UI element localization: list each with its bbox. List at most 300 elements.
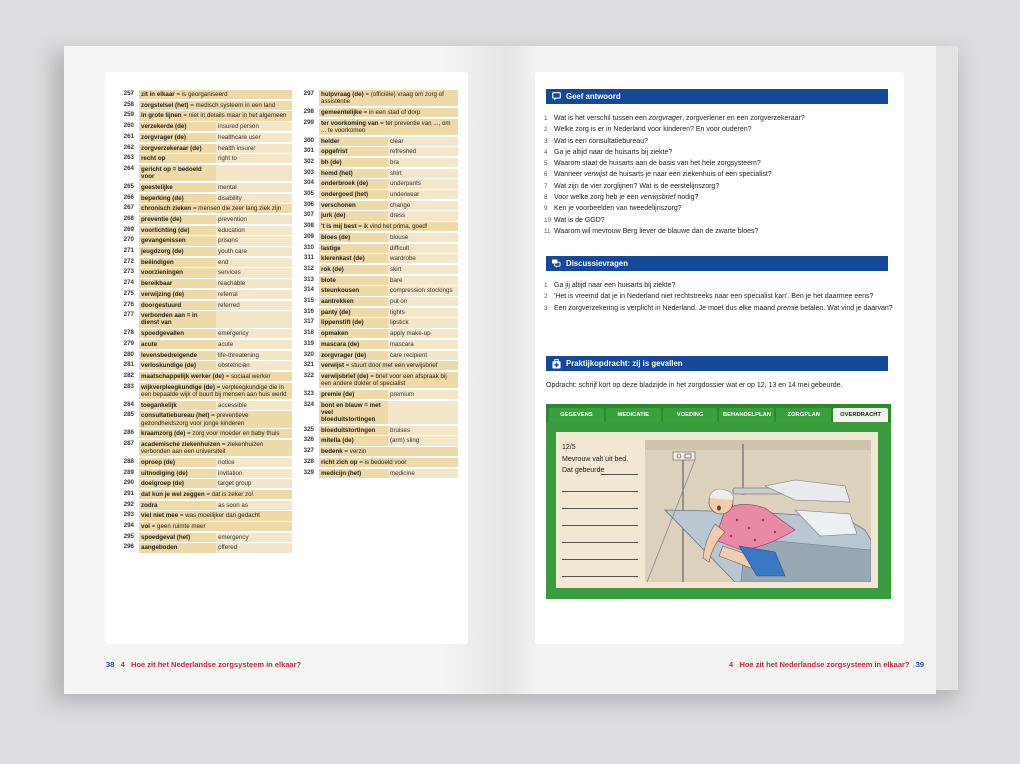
- vocab-entry: [139, 440, 292, 456]
- vocab-term: aangeboden: [139, 543, 216, 552]
- vocab-row: [112, 351, 292, 360]
- vocab-number: 292: [123, 500, 134, 508]
- vocab-number: 261: [123, 132, 134, 140]
- vocab-number: 273: [123, 268, 134, 276]
- dossier-tabs: [546, 404, 891, 422]
- vocab-number: 283: [123, 382, 134, 390]
- vocab-translation: dress: [388, 211, 458, 220]
- vocab-translation: as soon as: [216, 501, 292, 510]
- vocab-number: 310: [303, 243, 314, 251]
- question-text: Wat zijn de vier zorglijnen? Wat is de eerstelijnszorg?: [554, 182, 720, 190]
- vocab-term: verloskundige (de): [139, 361, 216, 370]
- question-text: Wat is het verschil tussen een zorgvrager, zorgverlener en een zorgverzekeraar?: [554, 115, 805, 122]
- vocab-definition: = was moeilijker dan gedacht: [179, 512, 260, 520]
- question-text: Voor welke zorg heb je een verwijsbrief nodig?: [554, 194, 699, 202]
- vocab-term: toegankelijk: [139, 401, 216, 410]
- vocab-entry: [319, 458, 458, 467]
- note-line-2-text: Dat gebeurde: [562, 467, 605, 474]
- vocab-term: jurk (de): [319, 211, 388, 220]
- vocab-definition: = geen ruimte meer: [151, 523, 206, 531]
- question-item: [544, 215, 894, 226]
- vocab-row: [112, 543, 292, 552]
- question-text: Waarom staat de huisarts aan de basis van het hele zorgsysteem?: [554, 160, 761, 168]
- vocab-entry: [319, 119, 458, 135]
- vocab-translation: insured person: [216, 122, 292, 131]
- vocab-number: 285: [123, 411, 134, 419]
- vocab-term: verschonen: [319, 201, 388, 210]
- question-number: 8: [544, 194, 548, 202]
- section-title: Praktijkopdracht: zij is gevallen: [566, 359, 683, 368]
- vocab-number: 302: [303, 157, 314, 165]
- vocab-number: 316: [303, 307, 314, 315]
- chapter-title-right: Hoe zit het Nederlandse zorgsysteem in elkaar?: [739, 660, 910, 669]
- vocab-number: 312: [303, 264, 314, 272]
- vocab-definition: = verpleegkundige die in een bepaalde wijk of buurt bij mensen aan huis werkt: [141, 383, 287, 398]
- vocab-row: [112, 204, 292, 213]
- chapter-number-left: 4: [120, 660, 125, 669]
- vocab-row: [292, 90, 458, 106]
- vocab-number: 277: [123, 311, 134, 319]
- vocab-term: zorgvrager (de): [319, 351, 388, 360]
- vocab-definition: = ik vind het prima, goed!: [358, 223, 428, 231]
- vocab-translation: difficult: [388, 244, 458, 253]
- chapter-title-left: Hoe zit het Nederlandse zorgsysteem in elkaar?: [131, 660, 302, 669]
- vocab-term: preventie (de): [139, 215, 216, 224]
- vocab-number: 294: [123, 522, 134, 530]
- tab-voeding[interactable]: VOEDING: [663, 408, 718, 422]
- vocab-number: 268: [123, 214, 134, 222]
- question-number: 3: [544, 137, 548, 145]
- vocab-number: 322: [303, 371, 314, 379]
- vocab-entry: [319, 108, 458, 117]
- vocab-term: jeugdzorg (de): [139, 247, 216, 256]
- vocab-entry: [139, 90, 292, 99]
- vocab-row: [292, 169, 458, 178]
- vocab-number: 270: [123, 236, 134, 244]
- vocab-row: [292, 426, 458, 435]
- vocab-number: 284: [123, 400, 134, 408]
- vocab-row: [112, 279, 292, 288]
- vocab-row: [292, 436, 458, 445]
- tab-zorgplan[interactable]: ZORGPLAN: [776, 408, 831, 422]
- vocab-term: steunkousen: [319, 286, 388, 295]
- tab-overdracht[interactable]: OVERDRACHT: [833, 408, 888, 422]
- vocab-term: zorgverzekeraar (de): [139, 144, 216, 153]
- vocab-term: helder: [319, 137, 388, 146]
- note-line-1: Mevrouw valt uit bed.: [562, 456, 629, 463]
- vocab-term: opgefrist: [319, 147, 388, 156]
- vocab-term: gemeentelijke: [321, 108, 362, 116]
- vocab-definition: = medisch systeem in een land: [190, 101, 276, 109]
- vocab-row: [112, 458, 292, 467]
- vocab-row: [112, 501, 292, 510]
- vocab-definition: = in een stad of dorp: [363, 108, 421, 116]
- vocab-row: [292, 340, 458, 349]
- vocab-number: 280: [123, 350, 134, 358]
- vocab-term: klerenkast (de): [319, 254, 388, 263]
- vocab-number: 293: [123, 511, 134, 519]
- vocab-definition: = preventieve gezondheidszorg voor jonge kinderen: [141, 412, 249, 427]
- vocab-translation: services: [216, 268, 292, 277]
- vocab-row: [112, 301, 292, 310]
- vocab-row: [112, 440, 292, 456]
- vocab-term: opmaken: [319, 329, 388, 338]
- questions-list-2: [544, 280, 894, 314]
- vocab-number: 328: [303, 457, 314, 465]
- vocab-number: 324: [303, 400, 314, 408]
- vocab-entry: [139, 372, 292, 381]
- vocab-term: beperking (de): [139, 194, 216, 203]
- vocab-term: gericht op = bedoeld voor: [139, 165, 216, 181]
- vocab-term: hemd (het): [319, 169, 388, 178]
- vocab-number: 327: [303, 447, 314, 455]
- vocab-row: [292, 158, 458, 167]
- section-title: Discussievragen: [566, 259, 628, 268]
- vocab-number: 297: [303, 90, 314, 97]
- writing-line[interactable]: [562, 559, 638, 560]
- vocab-number: 278: [123, 329, 134, 337]
- vocab-row: [292, 390, 458, 399]
- vocab-row: [292, 147, 458, 156]
- question-item: [544, 124, 894, 135]
- vocab-row: [112, 429, 292, 438]
- vocab-number: 323: [303, 389, 314, 397]
- vocab-row: [292, 297, 458, 306]
- vocab-row: [292, 211, 458, 220]
- vocab-translation: lipstick: [388, 318, 458, 327]
- question-text: Ga jij altijd naar een huisarts bij ziekte?: [554, 282, 676, 289]
- vocab-entry: [139, 101, 292, 110]
- vocab-translation: refreshed: [388, 147, 458, 156]
- vocab-row: [112, 311, 292, 327]
- footer-right: [729, 660, 924, 669]
- vocab-term: verwijst: [321, 362, 345, 370]
- vocab-number: 290: [123, 479, 134, 487]
- vocab-definition: = (officiële) vraag om zorg of assistentie: [321, 91, 444, 106]
- tab-medicatie[interactable]: MEDICATIE: [606, 408, 661, 422]
- writing-line[interactable]: [562, 542, 638, 543]
- tab-behandelplan[interactable]: BEHANDELPLAN: [719, 408, 774, 422]
- vocab-row: [112, 372, 292, 381]
- vocab-number: 326: [303, 436, 314, 444]
- vocab-number: 305: [303, 190, 314, 198]
- vocab-row: [112, 290, 292, 299]
- vocab-number: 282: [123, 371, 134, 379]
- vocab-row: [292, 286, 458, 295]
- vocab-translation: life-threatening: [216, 351, 292, 360]
- vocab-row: [112, 154, 292, 163]
- vocab-row: [112, 522, 292, 531]
- vocab-term: bereikbaar: [139, 279, 216, 288]
- vocab-translation: notice: [216, 458, 292, 467]
- vocab-entry: [319, 222, 458, 231]
- vocab-translation: prisons: [216, 236, 292, 245]
- writing-line[interactable]: [562, 491, 638, 492]
- vocab-row: [112, 258, 292, 267]
- vocab-number: 320: [303, 350, 314, 358]
- vocab-number: 296: [123, 543, 134, 551]
- vocab-translation: prevention: [216, 215, 292, 224]
- vocab-row: [112, 122, 292, 131]
- vocab-term: consultatiebureau (het): [141, 412, 210, 420]
- vocab-row: [112, 511, 292, 520]
- vocab-term: verwijzing (de): [139, 290, 216, 299]
- vocab-row: [112, 361, 292, 370]
- vocab-translation: bare: [388, 276, 458, 285]
- vocab-row: [112, 247, 292, 256]
- vocab-term: bloes (de): [319, 233, 388, 242]
- discussion-icon: [551, 259, 561, 268]
- vocab-entry: [139, 511, 292, 520]
- vocab-translation: [388, 401, 458, 425]
- vocab-number: 272: [123, 257, 134, 265]
- question-item: [544, 291, 894, 302]
- vocab-translation: accessible: [216, 401, 292, 410]
- vocab-translation: wardrobe: [388, 254, 458, 263]
- vocab-row: [292, 469, 458, 478]
- vocab-row: [292, 179, 458, 188]
- vocab-entry: [319, 372, 458, 388]
- vocab-number: 264: [123, 164, 134, 172]
- vocab-term: 't is mij best: [321, 223, 357, 231]
- writing-line[interactable]: [601, 474, 638, 475]
- vocab-row: [112, 226, 292, 235]
- vocab-number: 298: [303, 107, 314, 115]
- vocab-translation: [216, 165, 292, 181]
- vocab-number: 329: [303, 468, 314, 476]
- vocab-number: 274: [123, 279, 134, 287]
- question-item: [544, 226, 894, 237]
- vocab-translation: health insurer: [216, 144, 292, 153]
- vocab-term: verbonden aan = in dienst van: [139, 311, 216, 327]
- tab-gegevens[interactable]: GEGEVENS: [549, 408, 604, 422]
- vocab-number: 311: [304, 254, 314, 262]
- vocab-row: [292, 308, 458, 317]
- vocab-term: mitella (de): [319, 436, 388, 445]
- vocab-row: [292, 108, 458, 117]
- vocab-term: premie (de): [319, 390, 388, 399]
- question-number: 9: [544, 205, 548, 213]
- assignment-text: Opdracht: schrijf kort op deze bladzijde in het zorgdossier wat er op 12, 13 en 14 mei gebeurde.: [546, 382, 843, 389]
- vocab-term: gevangenissen: [139, 236, 216, 245]
- vocab-translation: youth care: [216, 247, 292, 256]
- vocab-translation: put on: [388, 297, 458, 306]
- vocab-entry: [139, 411, 292, 427]
- questions-list-1: [544, 113, 894, 237]
- vocab-definition: = ziekenhuizen verbonden aan een universiteit: [141, 440, 264, 456]
- vocab-entry: [319, 90, 458, 106]
- vocab-number: 275: [123, 289, 134, 297]
- vocab-translation: acute: [216, 340, 292, 349]
- vocab-row: [292, 222, 458, 231]
- vocab-term: mascara (de): [319, 340, 388, 349]
- vocab-term: wijkverpleegkundige (de): [141, 383, 215, 391]
- vocab-row: [292, 318, 458, 327]
- vocab-number: 263: [123, 154, 134, 162]
- vocab-term: medicijn (het): [319, 469, 388, 478]
- vocab-translation: shirt: [388, 169, 458, 178]
- vocab-number: 288: [123, 457, 134, 465]
- section-geef-antwoord: [546, 89, 888, 104]
- vocab-row: [112, 329, 292, 338]
- vocab-translation: compression stockings: [388, 286, 458, 295]
- vocab-translation: premium: [388, 390, 458, 399]
- section-title: Geef antwoord: [566, 92, 621, 101]
- vocab-definition: = niet in details maar in het algemeen: [183, 112, 287, 120]
- question-item: [544, 203, 894, 214]
- vocab-number: 325: [303, 425, 314, 433]
- vocab-number: 286: [123, 429, 134, 437]
- page-edges: [936, 46, 958, 690]
- vocab-number: 309: [303, 232, 314, 240]
- vocab-definition: = stuurt door met een verwijsbrief: [345, 362, 438, 370]
- vocab-number: 318: [303, 329, 314, 337]
- vocab-number: 301: [303, 147, 314, 155]
- vocab-row: [112, 194, 292, 203]
- vocab-row: [292, 351, 458, 360]
- vocab-number: 291: [123, 489, 134, 497]
- vocab-translation: bruises: [388, 426, 458, 435]
- writing-line[interactable]: [562, 576, 638, 577]
- vocab-translation: change: [388, 201, 458, 210]
- vocab-term: acute: [139, 340, 216, 349]
- vocab-entry: [319, 361, 458, 370]
- question-text: 'Het is vreemd dat je in Nederland niet rechtstreeks naar een specialist kan'. Ben je het daarmee eens?: [554, 293, 874, 301]
- vocab-translation: mental: [216, 183, 292, 192]
- vocab-term: voorlichting (de): [139, 226, 216, 235]
- vocab-term: geestelijke: [139, 183, 216, 192]
- question-item: [544, 158, 894, 169]
- vocab-definition: = sociaal werker: [225, 372, 271, 380]
- question-number: 1: [544, 115, 548, 122]
- vocab-translation: [216, 311, 292, 327]
- vocab-term: recht op: [139, 154, 216, 163]
- vocab-term: kraamzorg (de): [141, 430, 186, 438]
- first-aid-kit-icon: [551, 359, 561, 368]
- vocab-translation: bra: [388, 158, 458, 167]
- vocab-number: 313: [303, 275, 314, 283]
- vocab-row: [292, 137, 458, 146]
- vocab-translation: end: [216, 258, 292, 267]
- question-text: Wat is de GGD?: [554, 216, 605, 224]
- vocab-translation: apply make-up: [388, 329, 458, 338]
- vocab-translation: invitation: [216, 469, 292, 478]
- vocab-term: ter voorkoming van: [321, 119, 379, 127]
- page-number-right: 39: [915, 660, 925, 669]
- vocab-term: onderbroek (de): [319, 179, 388, 188]
- question-text: Waarom wil mevrouw Berg liever de blauwe dan de zwarte bloes?: [554, 227, 759, 235]
- vocab-row: [292, 233, 458, 242]
- vocab-number: 307: [303, 211, 314, 219]
- vocab-row: [112, 401, 292, 410]
- vocab-term: vol: [141, 523, 150, 531]
- vocab-number: 315: [303, 297, 314, 305]
- vocab-entry: [139, 490, 292, 499]
- question-item: [544, 192, 894, 203]
- footer-left: [106, 660, 301, 669]
- vocab-definition: = mensen die zeer lang ziek zijn: [192, 205, 282, 213]
- vocab-row: [112, 340, 292, 349]
- vocab-translation: underpants: [388, 179, 458, 188]
- vocab-definition: = verzin: [344, 448, 367, 456]
- vocab-row: [112, 268, 292, 277]
- vocab-term: dat kun je wel zeggen: [141, 490, 205, 498]
- vocab-term: hulpvraag (de): [321, 91, 364, 98]
- vocab-translation: skirt: [388, 265, 458, 274]
- vocab-row: [112, 183, 292, 192]
- vocab-number: 279: [123, 339, 134, 347]
- question-number: 4: [544, 148, 548, 156]
- vocab-row: [292, 372, 458, 388]
- question-item: [544, 147, 894, 158]
- vocab-definition: = zorg voor moeder en baby thuis: [187, 430, 280, 438]
- vocab-row: [292, 244, 458, 253]
- vocab-number: 299: [303, 118, 314, 126]
- vocab-translation: healthcare user: [216, 133, 292, 142]
- vocab-definition: = ter preventie van ..., om ... te voorkomen: [321, 119, 451, 134]
- vocab-translation: blouse: [388, 233, 458, 242]
- vocab-term: zorgvrager (de): [139, 133, 216, 142]
- speech-bubble-icon: [551, 92, 561, 101]
- note-line-2: [562, 467, 604, 474]
- vocabulary-column-2: [292, 90, 458, 479]
- vocab-row: [292, 119, 458, 135]
- vocab-entry: [139, 429, 292, 438]
- vocab-row: [292, 190, 458, 199]
- vocab-entry: [139, 111, 292, 120]
- question-item: [544, 136, 894, 147]
- vocab-entry: [139, 522, 292, 531]
- vocab-term: bont en blauw = met veel bloeduitstortingen: [319, 401, 388, 425]
- writing-line[interactable]: [562, 525, 638, 526]
- question-number: 2: [544, 126, 548, 134]
- section-praktijkopdracht: [546, 356, 888, 371]
- vocab-term: viel niet mee: [141, 512, 179, 520]
- vocab-number: 287: [123, 439, 134, 447]
- vocab-translation: referred: [216, 301, 292, 310]
- vocab-term: voorzieningen: [139, 268, 216, 277]
- vocab-definition: = brief voor een afspraak bij een andere dokter of specialist: [321, 372, 447, 388]
- question-text: Wanneer verwijst de huisarts je naar een ziekenhuis of een specialist?: [554, 171, 772, 179]
- note-date: 12/5: [562, 444, 576, 451]
- vocab-row: [112, 469, 292, 478]
- question-number: 6: [544, 171, 548, 179]
- vocab-translation: emergency: [216, 329, 292, 338]
- vocab-translation: mascara: [388, 340, 458, 349]
- vocab-row: [112, 90, 292, 99]
- question-item: [544, 169, 894, 180]
- vocab-row: [112, 236, 292, 245]
- writing-line[interactable]: [562, 508, 638, 509]
- question-number: 7: [544, 182, 548, 190]
- question-item: [544, 280, 894, 291]
- vocab-term: zit in elkaar: [141, 91, 175, 98]
- section-discussievragen: [546, 256, 888, 271]
- vocab-row: [112, 165, 292, 181]
- question-text: Ken je voorbeelden van tweedelijnszorg?: [554, 205, 682, 213]
- vocab-row: [112, 411, 292, 427]
- vocab-translation: medicine: [388, 469, 458, 478]
- vocab-term: beëindigen: [139, 258, 216, 267]
- vocab-term: uitnodiging (de): [139, 469, 216, 478]
- question-number: 3: [544, 304, 548, 312]
- vocab-number: 319: [303, 339, 314, 347]
- vocab-number: 269: [123, 225, 134, 233]
- vocab-row: [292, 401, 458, 425]
- vocab-translation: clear: [388, 137, 458, 146]
- vocab-term: maatschappelijk werker (de): [141, 372, 224, 380]
- vocab-term: spoedgeval (het): [139, 533, 216, 542]
